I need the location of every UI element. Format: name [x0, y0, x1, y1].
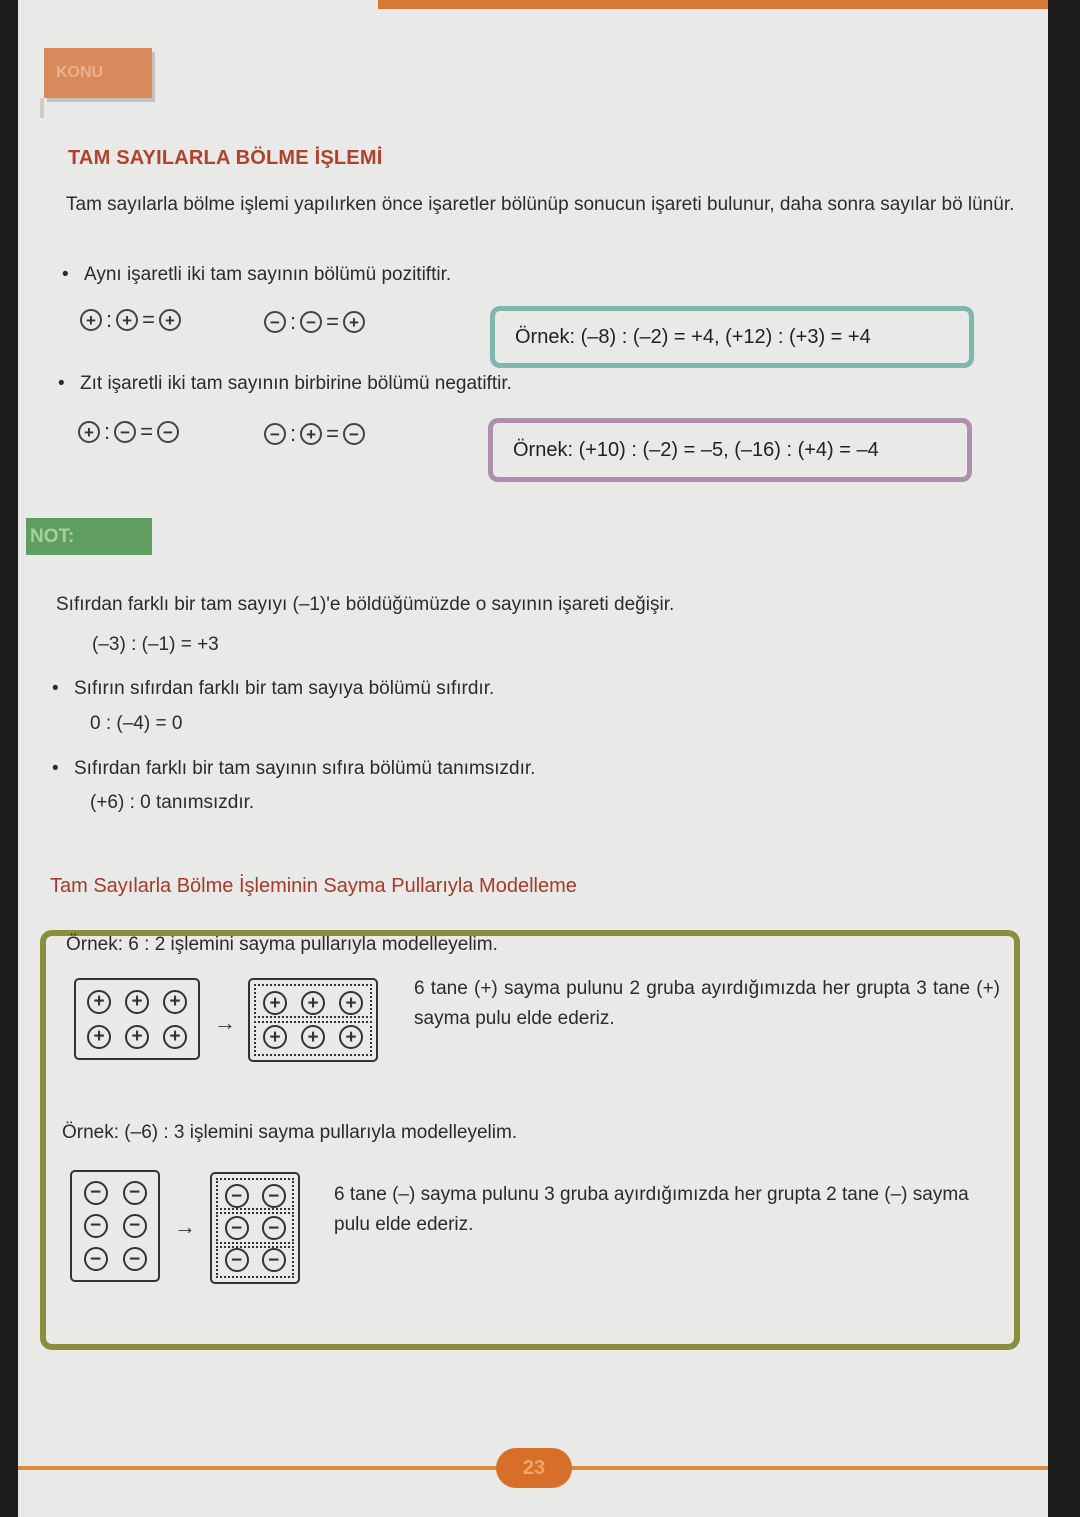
modeling-example-1-text: 6 tane (+) sayma pulunu 2 gruba ayırdığımızda her grupta 3 tane (+) sayma pulu elde ederiz. [414, 978, 1000, 1029]
konu-tag [44, 48, 152, 98]
textbook-page [18, 0, 1048, 1517]
chips-before-ex1 [74, 978, 200, 1060]
bullet-dot: • [58, 373, 65, 394]
plus-icon: + [300, 423, 322, 445]
rule-same-symbols-2 [264, 309, 365, 335]
note-line-1: Sıfırdan farklı bir tam sayıyı (–1)'e böldüğümüzde o sayının işareti değişir. [56, 594, 675, 615]
modeling-example-2-title: Örnek: (–6) : 3 işlemini sayma pullarıyla modelleyelim. [62, 1122, 518, 1143]
note-tag-label: NOT: [30, 525, 75, 547]
plus-chip-icon: + [125, 1025, 149, 1049]
colon-sign: : [104, 419, 111, 444]
colon-sign: : [290, 421, 297, 446]
plus-icon: + [343, 311, 365, 333]
plus-chip-icon: + [263, 1025, 287, 1049]
konu-tag-label: KONU [56, 64, 104, 81]
rule-diff-symbols-2 [264, 421, 365, 447]
page-title: TAM SAYILARLA BÖLME İŞLEMİ [68, 147, 383, 169]
note-equation-1: (–3) : (–1) = +3 [92, 634, 219, 655]
example-box-diff [488, 418, 972, 482]
minus-icon: − [264, 311, 286, 333]
note-tag [26, 518, 152, 555]
plus-chip-icon: + [301, 991, 325, 1015]
rule-same-text: Aynı işaretli iki tam sayının bölümü pozitiftir. [84, 264, 452, 285]
chips-before-ex2 [70, 1170, 160, 1282]
plus-chip-icon: + [163, 990, 187, 1014]
note-equation-2: 0 : (–4) = 0 [90, 713, 183, 734]
plus-chip-icon: + [163, 1025, 187, 1049]
plus-icon: + [159, 309, 181, 331]
group-outline [254, 984, 372, 1018]
modeling-example-2-text: 6 tane (–) sayma pulunu 3 gruba ayırdığımızda her grupta 2 tane (–) sayma pulu elde ederiz. [334, 1184, 969, 1235]
note-equation-3: (+6) : 0 tanımsızdır. [90, 792, 255, 813]
plus-icon: + [116, 309, 138, 331]
minus-chip-icon: − [84, 1247, 108, 1271]
minus-icon: − [157, 421, 179, 443]
minus-chip-icon: − [123, 1247, 147, 1271]
minus-icon: − [114, 421, 136, 443]
group-outline [216, 1212, 294, 1244]
plus-icon: + [80, 309, 102, 331]
minus-icon: − [264, 423, 286, 445]
konu-shade [40, 98, 44, 118]
example-box-same [490, 306, 974, 368]
bullet-dot: • [52, 678, 59, 699]
minus-chip-icon: − [225, 1248, 249, 1272]
rule-same-symbols-1 [80, 307, 181, 333]
modeling-heading: Tam Sayılarla Bölme İşleminin Sayma Pullarıyla Modelleme [50, 875, 577, 897]
note-line-3-text: Sıfırdan farklı bir tam sayının sıfıra bölümü tanımsızdır. [74, 758, 536, 779]
colon-sign: : [290, 309, 297, 334]
note-line-3 [52, 758, 535, 780]
group-outline [216, 1246, 294, 1278]
minus-chip-icon: − [262, 1216, 286, 1240]
example-same-text: Örnek: (–8) : (–2) = +4, (+12) : (+3) = +4 [515, 325, 871, 348]
arrow-icon: → [214, 1010, 236, 1035]
rule-diff-symbols-1 [78, 419, 179, 445]
top-accent-bar [378, 0, 1048, 9]
rule-diff-sign [58, 373, 512, 395]
colon-sign: : [106, 307, 113, 332]
plus-chip-icon: + [87, 1025, 111, 1049]
minus-icon: − [343, 423, 365, 445]
bullet-dot: • [62, 264, 69, 285]
minus-icon: − [300, 311, 322, 333]
minus-chip-icon: − [123, 1181, 147, 1205]
equals-sign: = [142, 307, 155, 332]
plus-chip-icon: + [301, 1025, 325, 1049]
plus-chip-icon: + [87, 990, 111, 1014]
example-diff-text: Örnek: (+10) : (–2) = –5, (–16) : (+4) = –4 [513, 438, 879, 461]
plus-chip-icon: + [125, 990, 149, 1014]
group-outline [216, 1178, 294, 1210]
minus-chip-icon: − [84, 1181, 108, 1205]
modeling-example-1-title: Örnek: 6 : 2 işlemini sayma pullarıyla modelleyelim. [66, 934, 498, 955]
equals-sign: = [326, 421, 339, 446]
minus-chip-icon: − [225, 1216, 249, 1240]
page-number: 23 [496, 1448, 572, 1488]
plus-chip-icon: + [339, 991, 363, 1015]
minus-chip-icon: − [262, 1184, 286, 1208]
equals-sign: = [140, 419, 153, 444]
minus-chip-icon: − [225, 1184, 249, 1208]
bullet-dot: • [52, 758, 59, 779]
plus-icon: + [78, 421, 100, 443]
note-line-2 [52, 678, 494, 700]
plus-chip-icon: + [263, 991, 287, 1015]
plus-chip-icon: + [339, 1025, 363, 1049]
intro-paragraph: Tam sayılarla bölme işlemi yapılırken önce işaretler bölünüp sonucun işareti bulunur, daha sonra sayılar bö lünür. [66, 194, 1015, 215]
minus-chip-icon: − [123, 1214, 147, 1238]
minus-chip-icon: − [84, 1214, 108, 1238]
group-outline [254, 1021, 372, 1056]
note-line-2-text: Sıfırın sıfırdan farklı bir tam sayıya bölümü sıfırdır. [74, 678, 495, 699]
equals-sign: = [326, 309, 339, 334]
minus-chip-icon: − [262, 1248, 286, 1272]
arrow-icon: → [174, 1214, 196, 1239]
rule-same-sign [62, 264, 451, 286]
rule-diff-text: Zıt işaretli iki tam sayının birbirine bölümü negatiftir. [80, 373, 512, 394]
